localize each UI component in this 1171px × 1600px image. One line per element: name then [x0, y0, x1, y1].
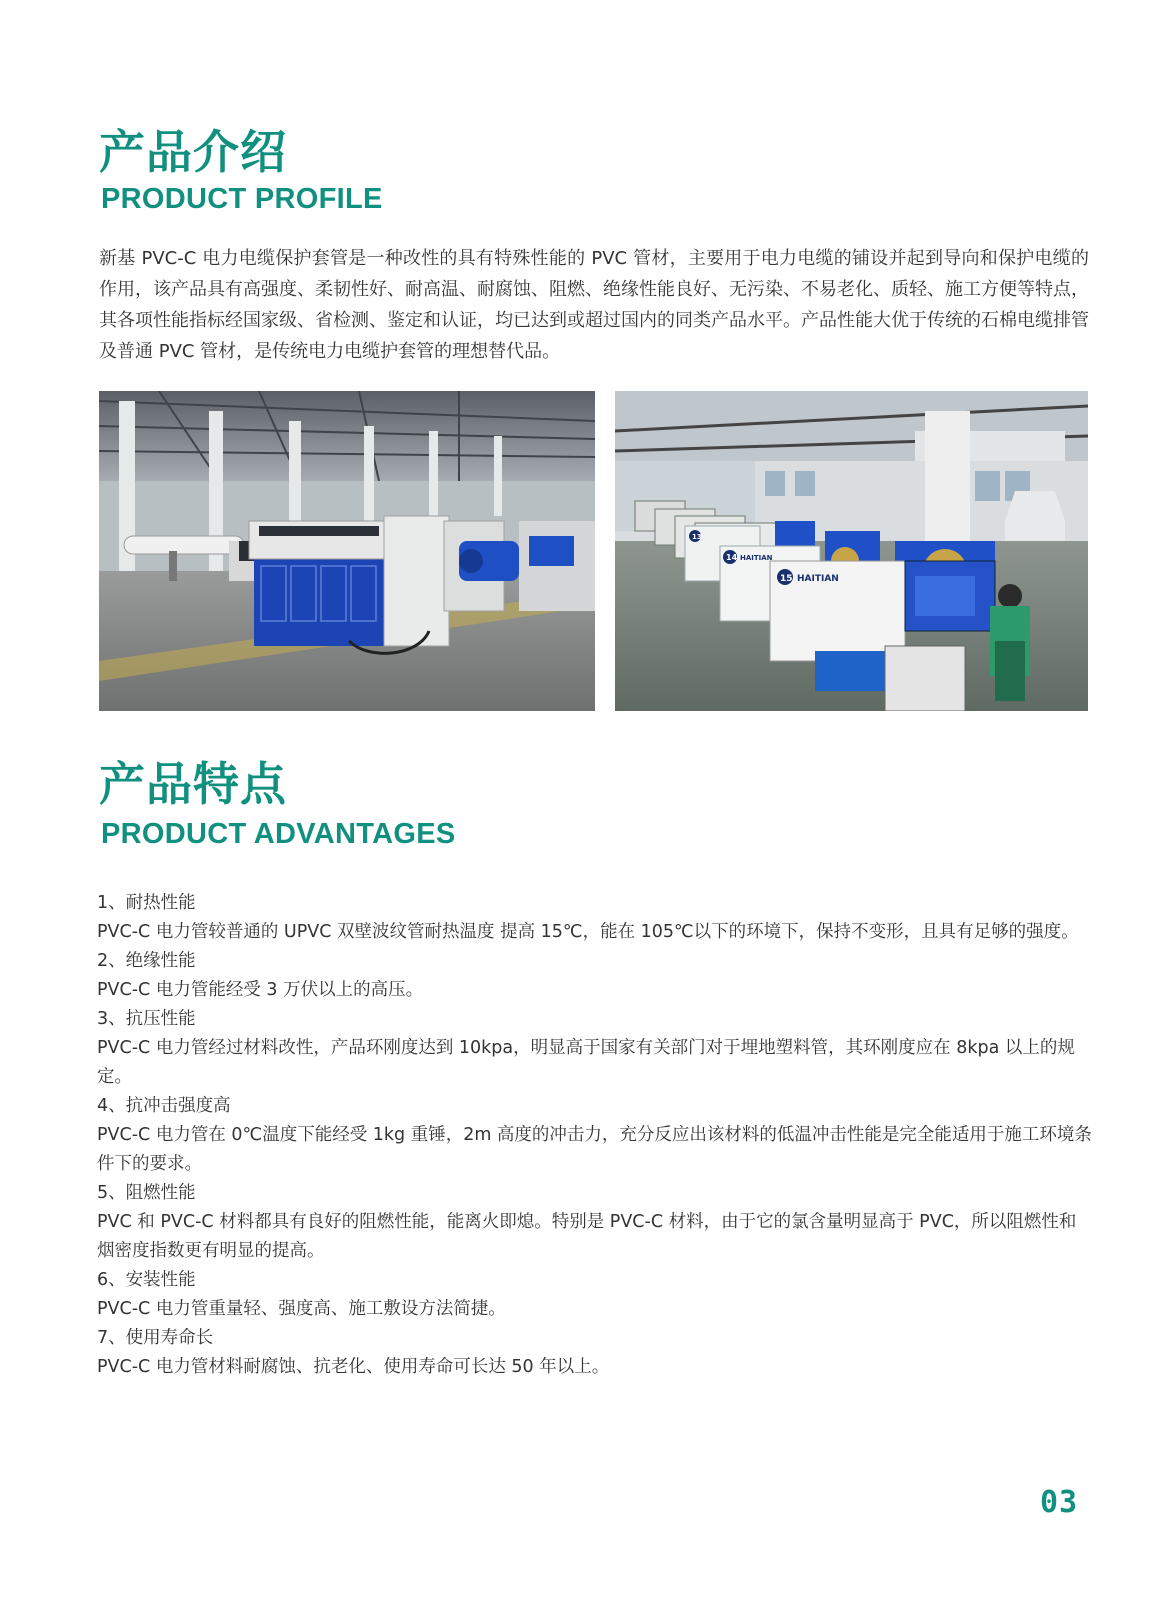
advantage-item	[97, 1324, 1092, 1382]
advantage-text: PVC-C 电力管在 0℃温度下能经受 1kg 重锤，2m 高度的冲击力，充分反应出该材料的低温冲击性能是完全能适用于施工环境条件下的要求。	[97, 1125, 1092, 1174]
advantage-item	[97, 1266, 1092, 1324]
advantage-text: PVC-C 电力管重量轻、强度高、施工敷设方法简捷。	[97, 1299, 506, 1319]
advantage-heading: 5、阻燃性能	[97, 1183, 196, 1203]
machine-14-brand: HAITIAN	[740, 554, 773, 562]
advantage-text: PVC 和 PVC-C 材料都具有良好的阻燃性能，能离火即熄。特别是 PVC-C 材料，由于它的氯含量明显高于 PVC，所以阻燃性和烟密度指数更有明显的提高。	[97, 1212, 1077, 1261]
advantage-item	[97, 1005, 1092, 1092]
advantage-text: PVC-C 电力管材料耐腐蚀、抗老化、使用寿命可长达 50 年以上。	[97, 1357, 610, 1377]
advantage-heading: 6、安装性能	[97, 1270, 196, 1290]
advantage-heading: 3、抗压性能	[97, 1009, 196, 1029]
advantage-heading: 1、耐热性能	[97, 893, 196, 913]
profile-title-cn: 产品介绍	[99, 125, 287, 179]
machine-15-label: 15	[780, 574, 793, 584]
profile-intro-text: 新基 PVC-C 电力电缆保护套管是一种改性的具有特殊性能的 PVC 管材，主要用于电力电缆的铺设并起到导向和保护电缆的作用，该产品具有高强度、柔韧性好、耐高温、耐腐蚀、阻燃、绝缘性能良好、无污染、不易老化、质轻、施工方便等特点，其各项性能指标经国家级、省检测、鉴定和认证，均已达到或超过国内的同类产品水平。产品性能大优于传统的石棉电缆排管及普通 PVC 管材，是传统电力电缆护套管的理想替代品。	[99, 248, 1089, 362]
advantage-item	[97, 947, 1092, 1005]
machine-14-label: 14	[726, 553, 738, 562]
profile-title-en: PRODUCT PROFILE	[101, 183, 383, 215]
advantage-text: PVC-C 电力管较普通的 UPVC 双壁波纹管耐热温度 提高 15℃，能在 105℃以下的环境下，保持不变形，且具有足够的强度。	[97, 922, 1079, 942]
extrusion-line-photo	[99, 391, 595, 711]
injection-molding-photo	[615, 391, 1088, 711]
machine-15-brand: HAITIAN	[797, 574, 839, 584]
advantage-heading: 7、使用寿命长	[97, 1328, 214, 1348]
advantage-item	[97, 1179, 1092, 1266]
advantages-title-cn: 产品特点	[99, 757, 287, 811]
advantage-heading: 2、绝缘性能	[97, 951, 196, 971]
page-number: 03	[1040, 1485, 1079, 1520]
advantages-title-en: PRODUCT ADVANTAGES	[101, 818, 456, 850]
advantage-text: PVC-C 电力管经过材料改性，产品环刚度达到 10kpa，明显高于国家有关部门对于埋地塑料管，其环刚度应在 8kpa 以上的规定。	[97, 1038, 1075, 1087]
advantage-text: PVC-C 电力管能经受 3 万伏以上的高压。	[97, 980, 424, 1000]
advantage-heading: 4、抗冲击强度高	[97, 1096, 231, 1116]
advantage-item	[97, 889, 1092, 947]
machine-13-label: 13	[692, 533, 702, 541]
advantages-list	[97, 889, 1092, 1382]
advantage-item	[97, 1092, 1092, 1179]
